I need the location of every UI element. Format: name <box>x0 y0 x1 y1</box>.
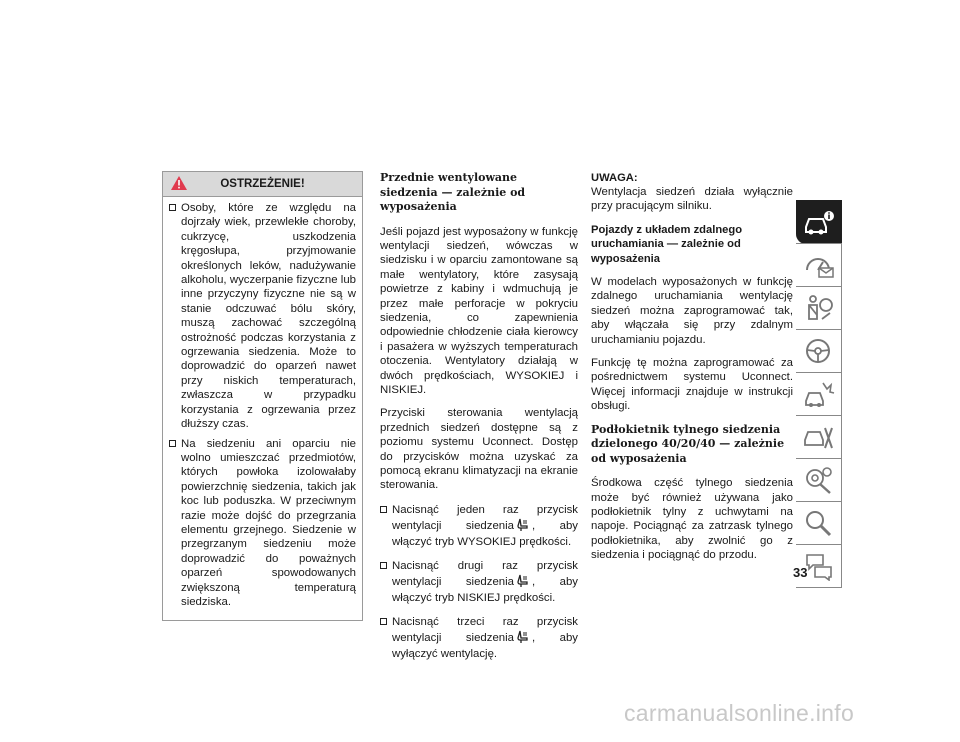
wrench-gear-icon <box>803 465 835 495</box>
ventilated-seats-column <box>380 171 578 670</box>
step-text: Nacisnąć trzeci raz przycisk wentylacji siedzenia <box>392 615 578 644</box>
seat-ventilation-icon <box>517 630 529 644</box>
step-text: Nacisnąć jeden raz przycisk wentylacji siedzenia <box>392 503 578 532</box>
warning-box <box>162 171 363 621</box>
tab-emergency[interactable] <box>796 372 842 416</box>
warning-column <box>162 171 363 621</box>
steering-wheel-icon <box>803 336 835 366</box>
warning-header <box>163 172 362 197</box>
warning-item-text: Osoby, które ze względu na dojrzały wiek, przewlekłe choroby, cukrzycę, uszkodzenia kręgosłupa, przyjmowanie określonych leków, nadużywanie alkoholu, wyczerpanie fizyczne lub inne przyczyny fizyczne nie są w stanie odczuwać bólu skóry, muszą zachować szczególną ostrożność podczas korzystania z ogrzewania siedzenia. Może to doprowadzić do oparzeń nawet przy niskich temperaturach, zwłaszcza w przypadku korzystania z ogrzewania przez dłuższy czas. <box>181 202 356 431</box>
bullet-square-icon <box>380 618 387 625</box>
tab-search[interactable] <box>796 501 842 545</box>
tab-car-info[interactable] <box>796 200 842 244</box>
remote-start-heading: Pojazdy z układem zdalnego uruchamiania — zależnie od wyposażenia <box>591 223 743 265</box>
right-text-column <box>591 171 793 572</box>
dashboard-mail-icon <box>803 250 835 280</box>
step-text: , aby włączyć tryb NISKIEJ prędkości. <box>392 575 578 604</box>
note-label: UWAGA: <box>591 172 638 184</box>
warning-body <box>163 197 362 620</box>
armrest-heading: Podłokietnik tylnego siedzenia dzielonego 40/20/40 — zależnie od wyposażenia <box>591 422 785 465</box>
warning-title: OSTRZEŻENIE! <box>220 178 305 190</box>
warning-item <box>169 437 356 610</box>
car-service-icon <box>803 422 835 452</box>
bullet-square-icon <box>380 506 387 513</box>
tab-driving[interactable] <box>796 329 842 373</box>
armrest-paragraph: Środkowa część tylnego siedzenia może być również używana jako podłokietnik tylny z uchwytami na napoje. Pociągnąć za zatrzask tylnego podłokietnika, aby zwolnić go z siedzenia i pociągnąć do przodu. <box>591 477 793 562</box>
warning-triangle-icon <box>170 175 188 191</box>
step-item <box>380 502 578 550</box>
multilingual-index-icon <box>803 551 835 581</box>
ventilated-paragraph: Przyciski sterowania wentylacją przednich siedzeń dostępne są z poziomu systemu Uconnect. Dostęp do przycisków można uzyskać za pomocą ekranu klimatyzacji na ekranie sterowania. <box>380 407 578 492</box>
remote-start-paragraph: Funkcję tę można zaprogramować za pośrednictwem systemu Uconnect. Więcej informacji znajduje w instrukcji obsługi. <box>591 357 793 413</box>
tab-service[interactable] <box>796 415 842 459</box>
remote-start-paragraph: W modelach wyposażonych w funkcję zdalnego uruchamiania wentylację siedzeń można zaprogramować tak, aby włączała się przy zdalnym uruchamianiu pojazdu. <box>591 276 793 346</box>
note-text: Wentylacja siedzeń działa wyłącznie przy pracującym silniku. <box>591 186 793 213</box>
bullet-square-icon <box>169 204 176 211</box>
seat-ventilation-icon <box>517 518 529 532</box>
step-text: Nacisnąć drugi raz przycisk wentylacji siedzenia <box>392 559 578 588</box>
watermark: carmanualsonline.info <box>624 700 855 726</box>
car-info-icon <box>803 207 835 237</box>
tab-technical[interactable] <box>796 458 842 502</box>
step-text: , aby włączyć tryb WYSOKIEJ prędkości. <box>392 519 578 548</box>
warning-item-text: Na siedzeniu ani oparciu nie wolno umieszczać przedmiotów, których powłoka izolowałaby powierzchnię siedzenia, takich jak koc lub poduszka. W przeciwnym razie może dojść do przegrzania elementu grzejnego. Siedzenie w przegrzanym siedzeniu może doprowadzić do poważnych oparzeń spowodowanych zwiększoną temperaturą siedziska. <box>181 437 356 608</box>
step-item <box>380 558 578 606</box>
bullet-square-icon <box>380 562 387 569</box>
car-crash-icon <box>803 379 835 409</box>
warning-item <box>169 201 356 432</box>
bullet-square-icon <box>169 440 176 447</box>
ventilated-heading: Przednie wentylowane siedzenia — zależnie od wyposażenia <box>380 171 526 213</box>
seatbelt-airbag-icon <box>803 293 835 323</box>
step-text: , aby wyłączyć wentylację. <box>392 631 578 660</box>
tab-dashboard[interactable] <box>796 243 842 287</box>
ventilated-paragraph: Jeśli pojazd jest wyposażony w funkcję wentylacji siedzeń, wówczas w siedzisku i w oparciu zamontowane są małe wentylatory, które zasysają powietrze z kabiny i wdmuchują je przez małe perforacje w pokryciu siedzenia, co zapewnienia odpowiednie chłodzenie ciała kierowcy i pasażera w wyższych temperaturach otoczenia. Wentylatory działają w dwóch prędkościach, WYSOKIEJ i NISKIEJ. <box>380 225 578 396</box>
tab-safety[interactable] <box>796 286 842 330</box>
seat-ventilation-icon <box>517 574 529 588</box>
magnifier-icon <box>803 508 835 538</box>
page-number: 33 <box>793 565 808 580</box>
step-item <box>380 614 578 662</box>
